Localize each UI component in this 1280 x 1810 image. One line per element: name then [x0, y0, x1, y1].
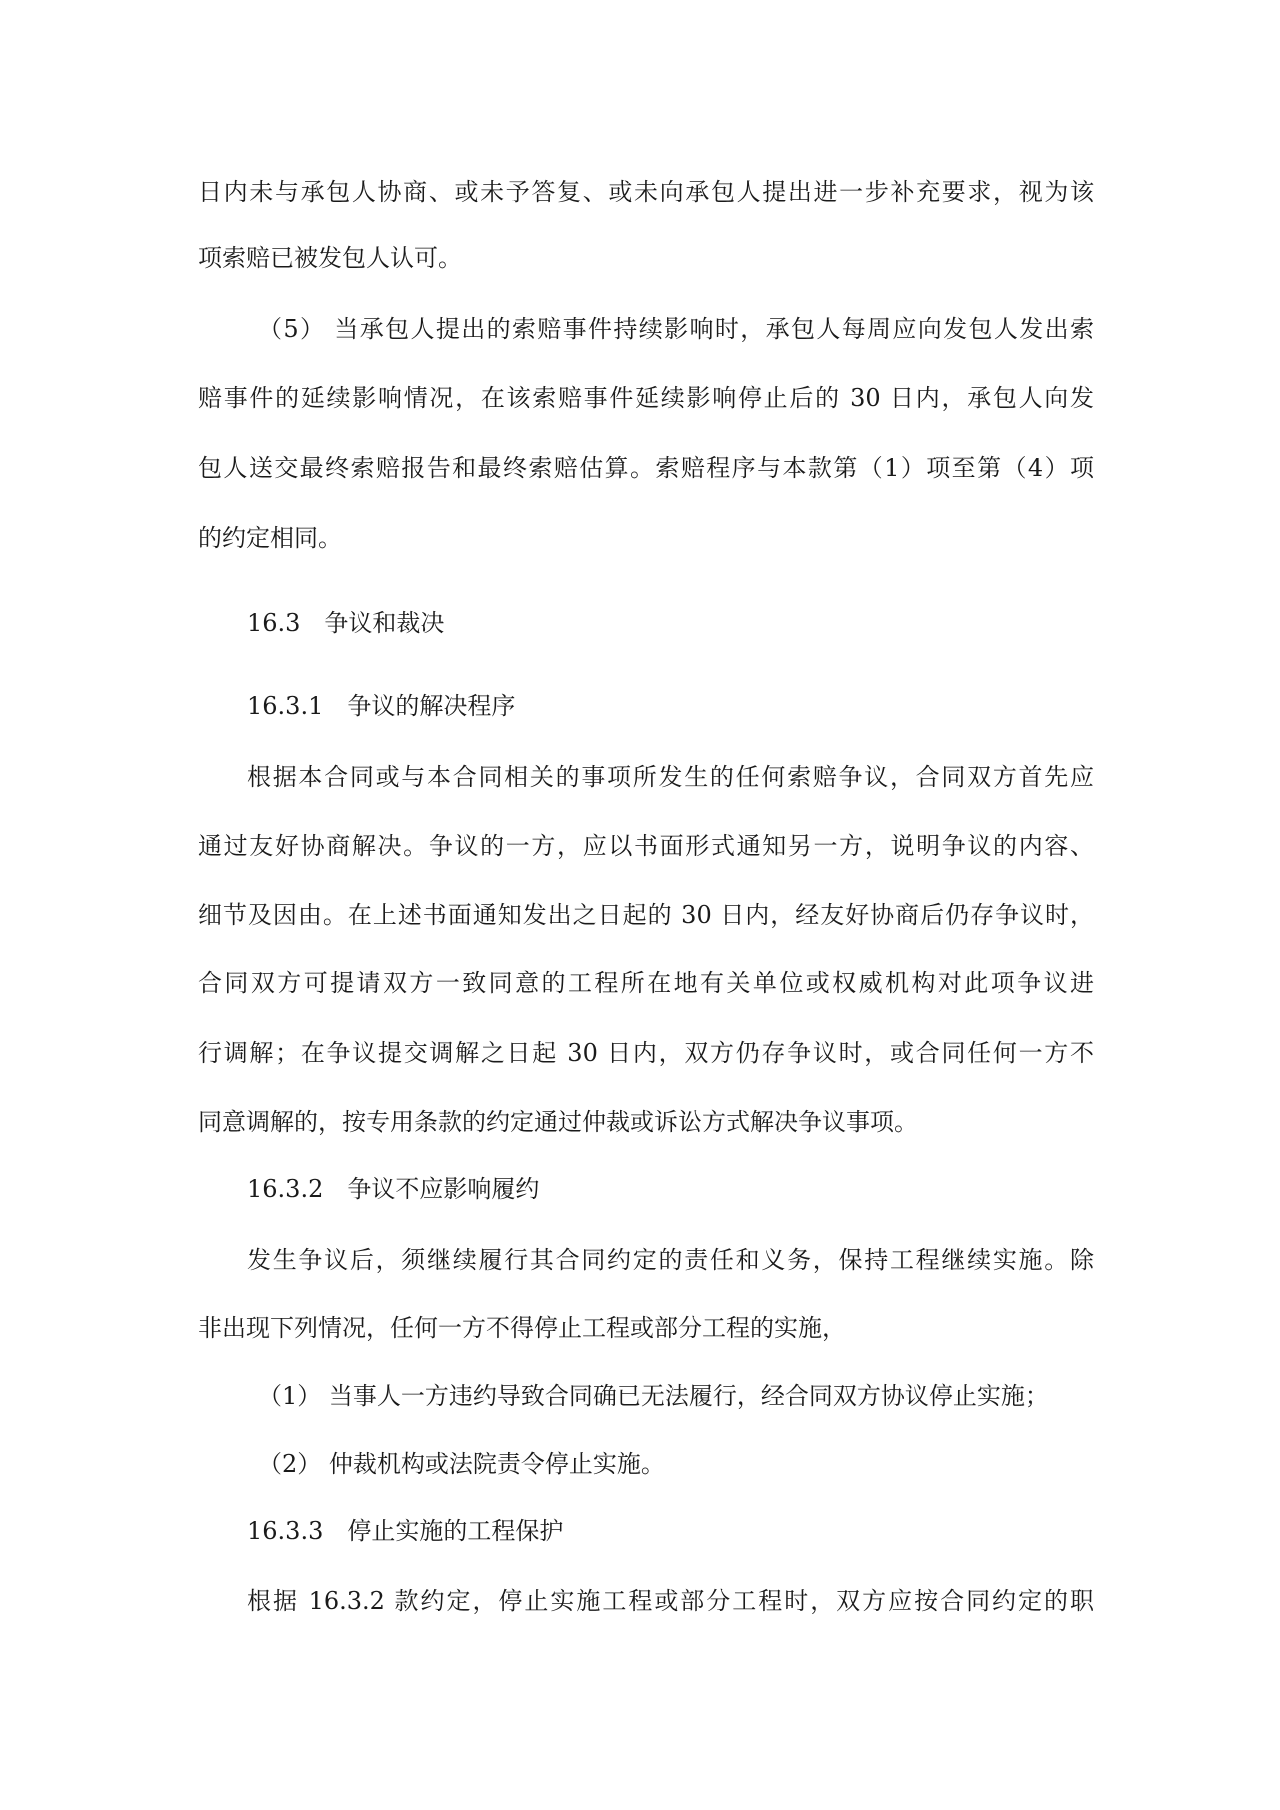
paragraph-line: 通过友好协商解决。争议的一方，应以书面形式通知另一方，说明争议的内容、 [198, 832, 1094, 860]
paragraph-line: 根据 16.3.2 款约定，停止实施工程或部分工程时，双方应按合同约定的职 [247, 1587, 1094, 1615]
paragraph-line: 细节及因由。在上述书面通知发出之日起的 30 日内，经友好协商后仍存争议时， [198, 901, 1094, 929]
section-heading-16-3-3: 16.3.3 停止实施的工程保护 [247, 1517, 564, 1545]
section-heading-16-3-1: 16.3.1 争议的解决程序 [247, 692, 516, 720]
section-heading-16-3: 16.3 争议和裁决 [247, 609, 445, 637]
paragraph-line: 合同双方可提请双方一致同意的工程所在地有关单位或权威机构对此项争议进 [198, 969, 1094, 997]
paragraph-line: 包人送交最终索赔报告和最终索赔估算。索赔程序与本款第（1）项至第（4）项 [198, 454, 1094, 482]
paragraph-line: 同意调解的，按专用条款的约定通过仲裁或诉讼方式解决争议事项。 [198, 1108, 918, 1136]
list-item: （2） 仲裁机构或法院责令停止实施。 [258, 1450, 665, 1478]
paragraph-line: 的约定相同。 [198, 524, 342, 552]
paragraph-line: 根据本合同或与本合同相关的事项所发生的任何索赔争议，合同双方首先应 [247, 763, 1094, 791]
paragraph-line: 行调解；在争议提交调解之日起 30 日内，双方仍存争议时，或合同任何一方不 [198, 1039, 1094, 1067]
section-heading-16-3-2: 16.3.2 争议不应影响履约 [247, 1175, 540, 1203]
paragraph-line: 日内未与承包人协商、或未予答复、或未向承包人提出进一步补充要求，视为该 [198, 178, 1094, 206]
paragraph-line: 赔事件的延续影响情况，在该索赔事件延续影响停止后的 30 日内，承包人向发 [198, 384, 1094, 412]
paragraph-line: （5） 当承包人提出的索赔事件持续影响时，承包人每周应向发包人发出索 [258, 315, 1094, 343]
list-item: （1） 当事人一方违约导致合同确已无法履行，经合同双方协议停止实施； [258, 1382, 1049, 1410]
paragraph-line: 非出现下列情况，任何一方不得停止工程或部分工程的实施， [198, 1314, 846, 1342]
paragraph-line: 发生争议后，须继续履行其合同约定的责任和义务，保持工程继续实施。除 [247, 1246, 1094, 1274]
paragraph-line: 项索赔已被发包人认可。 [198, 244, 462, 272]
